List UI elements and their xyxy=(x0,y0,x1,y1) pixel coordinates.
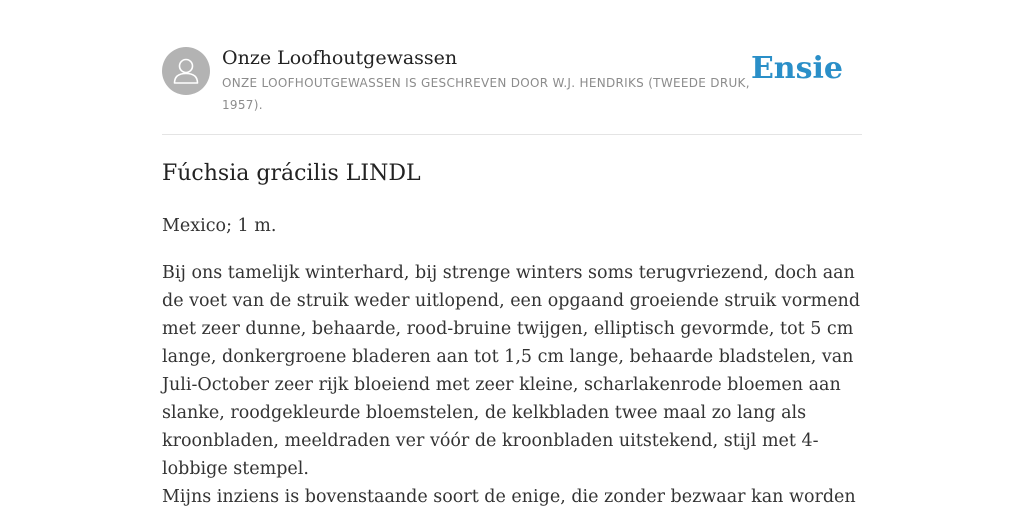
source-header xyxy=(162,0,862,135)
article-paragraph-description: Bij ons tamelijk winterhard, bij strenge winters soms terugvriezend, doch aan de voet van de struik weder uitlopend, een opgaand groeiende struik vormend met zeer dunne, behaarde, rood-bruine twijgen, elliptisch gevormde, tot 5 cm lange, donkergroene bladeren aan tot 1,5 cm lange, behaarde bladstelen, van Juli-October zeer rijk bloeiend met zeer kleine, scharlakenrode bloemen aan slanke, roodgekleurde bloemstelen, de kelkbladen twee maal zo lang als kroonbladen, meeldraden ver vóór de kroonbladen uitstekend, stijl met 4-lobbige stempel. xyxy=(162,263,861,479)
article-paragraph-note: Mijns inziens is bovenstaande soort de enige, die zonder bezwaar kan worden xyxy=(162,487,856,507)
article-paragraph-origin: Mexico; 1 m. xyxy=(162,216,277,236)
source-title[interactable]: Onze Loofhoutgewassen xyxy=(222,47,458,69)
user-icon-glyph xyxy=(162,47,210,95)
source-description: ONZE LOOFHOUTGEWASSEN IS GESCHREVEN DOOR W.J. HENDRIKS (TWEEDE DRUK, 1957). xyxy=(222,76,750,112)
article-title: Fúchsia grácilis LINDL xyxy=(162,161,421,186)
content-column xyxy=(162,0,862,507)
ensie-logo-link[interactable]: Ensie xyxy=(750,51,843,86)
user-icon[interactable] xyxy=(162,47,210,95)
